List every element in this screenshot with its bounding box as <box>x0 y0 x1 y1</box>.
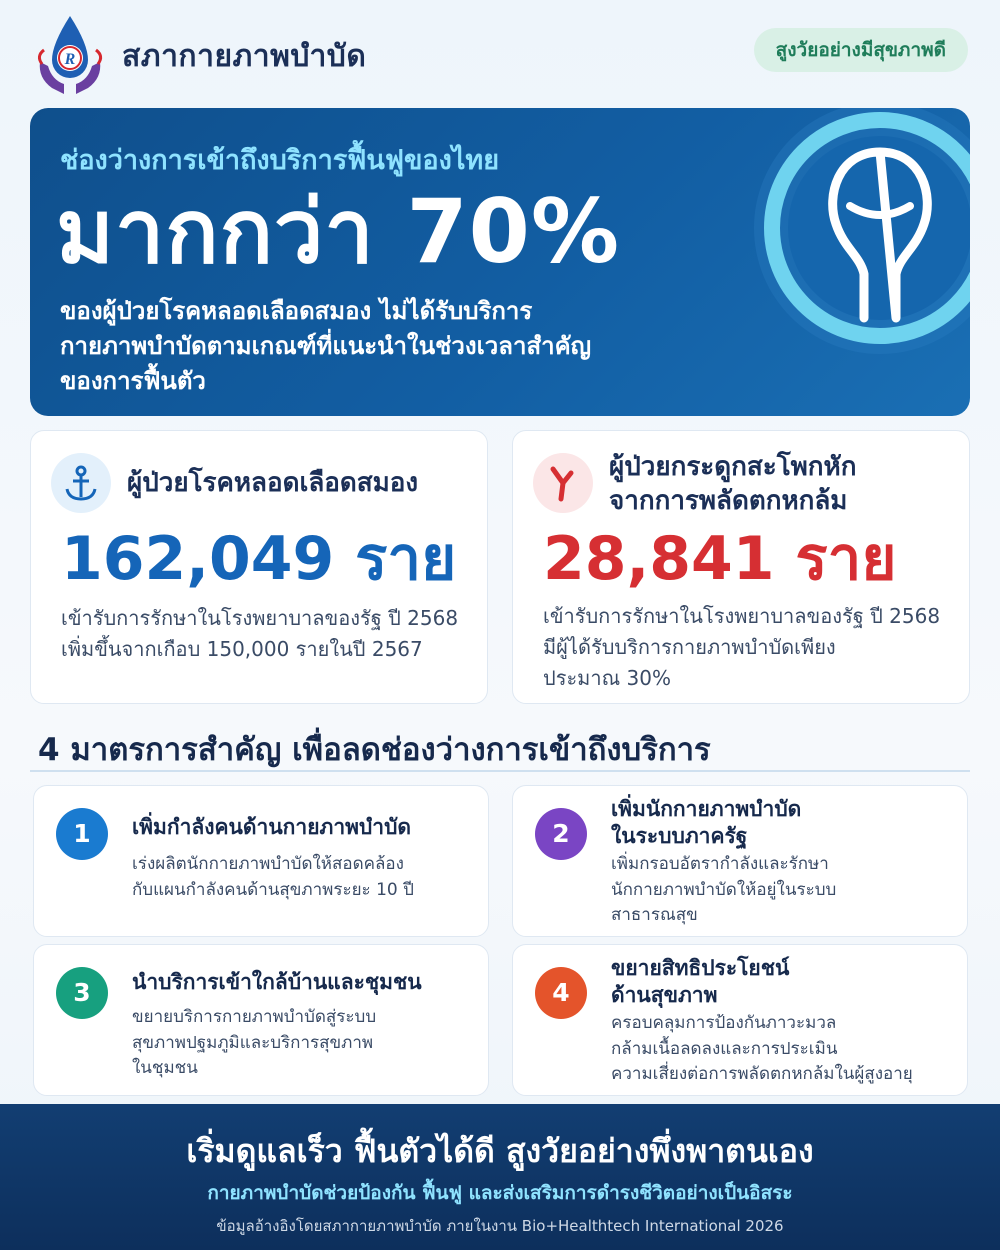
measure-title-line: ด้านสุขภาพ <box>611 983 718 1008</box>
council-logo <box>30 10 110 96</box>
hero-kicker: ช่องว่างการเข้าถึงบริการฟื้นฟูของไทย <box>60 145 500 176</box>
footer-headline: เริ่มดูแลเร็ว ฟื้นตัวได้ดี สูงวัยอย่างพึ่งพาตนเอง <box>186 1132 814 1170</box>
measure-number-badge: 1 <box>56 808 108 860</box>
stat-number: 162,049 ราย <box>61 524 457 594</box>
measure-title-line: เพิ่มนักกายภาพบำบัด <box>611 797 802 821</box>
measure-desc-line: กล้ามเนื้อลดลงและการประเมิน <box>611 1038 838 1059</box>
stat-title <box>609 451 856 519</box>
section-divider <box>30 770 970 772</box>
stat-title-line: จากการพลัดตกหกล้ม <box>609 485 848 516</box>
measure-description <box>132 1005 472 1082</box>
stroke-stat-card <box>30 430 488 704</box>
physio-emblem-icon <box>730 108 970 378</box>
measure-title: นำบริการเข้าใกล้บ้านและชุมชน <box>132 970 422 994</box>
measure-card-4 <box>512 944 968 1096</box>
stat-title-line: ผู้ป่วยกระดูกสะโพกหัก <box>609 452 857 482</box>
stat-desc-line: เข้ารับการรักษาในโรงพยาบาลของรัฐ ปี 2568 <box>543 604 941 628</box>
stat-desc-line: ประมาณ 30% <box>543 666 671 690</box>
measure-desc-line: ในชุมชน <box>132 1058 198 1078</box>
measure-desc-line: ครอบคลุมการป้องกันภาวะมวล <box>611 1013 837 1033</box>
footer-subheadline: กายภาพบำบัดช่วยป้องกัน ฟื้นฟู และส่งเสริมการดำรงชีวิตอย่างเป็นอิสระ <box>207 1182 793 1204</box>
measure-description <box>611 852 951 929</box>
measure-card-3 <box>33 944 489 1096</box>
measure-title: เพิ่มกำลังคนด้านกายภาพบำบัด <box>132 815 412 839</box>
measure-title <box>611 955 951 1010</box>
measure-number-badge: 2 <box>535 808 587 860</box>
org-name: สภากายภาพบำบัด <box>122 39 367 74</box>
hero-desc-line: กายภาพบำบัดตามเกณฑ์ที่แนะนำในช่วงเวลาสำคัญ <box>60 331 592 360</box>
campaign-tag: สูงวัยอย่างมีสุขภาพดี <box>754 28 968 72</box>
measure-title <box>611 796 951 851</box>
measure-title-line: ขยายสิทธิประโยชน์ <box>611 956 790 980</box>
stat-desc-line: มีผู้ได้รับบริการกายภาพบำบัดเพียง <box>543 635 836 659</box>
measure-number-badge: 4 <box>535 967 587 1019</box>
measure-desc-line: ความเสี่ยงต่อการพลัดตกหกล้มในผู้สูงอายุ <box>611 1064 913 1084</box>
hero-banner <box>30 108 970 416</box>
measure-desc-line: เร่งผลิตนักกายภาพบำบัดให้สอดคล้อง <box>132 854 404 874</box>
stat-number: 28,841 ราย <box>543 524 897 594</box>
bone-fracture-icon <box>533 453 593 513</box>
footer-banner <box>0 1104 1000 1250</box>
hero-desc-line: ของผู้ป่วยโรคหลอดเลือดสมอง ไม่ได้รับบริการ <box>60 297 533 325</box>
measure-desc-line: สาธารณสุข <box>611 905 698 925</box>
stat-description <box>543 601 953 694</box>
anchor-icon <box>51 453 111 513</box>
footer-source: ข้อมูลอ้างอิงโดยสภากายภาพบำบัด ภายในงาน Bio+Healthtech International 2026 <box>216 1217 784 1235</box>
measure-desc-line: กับแผนกำลังคนด้านสุขภาพระยะ 10 ปี <box>132 879 414 900</box>
hip-fracture-stat-card <box>512 430 970 704</box>
measure-desc-line: นักกายภาพบำบัดให้อยู่ในระบบ <box>611 879 837 900</box>
measure-description <box>611 1011 951 1088</box>
section-title: 4 มาตรการสำคัญ เพื่อลดช่องว่างการเข้าถึงบริการ <box>38 732 711 768</box>
measure-desc-line: ขยายบริการกายภาพบำบัดสู่ระบบ <box>132 1007 377 1027</box>
measure-title-line: ในระบบภาครัฐ <box>611 824 748 849</box>
measure-card-1 <box>33 785 489 937</box>
header <box>0 0 1000 108</box>
stat-description <box>61 603 471 665</box>
measure-number-badge: 3 <box>56 967 108 1019</box>
hero-description <box>60 294 720 398</box>
measure-card-2 <box>512 785 968 937</box>
measure-desc-line: เพิ่มกรอบอัตรากำลังและรักษา <box>611 854 829 874</box>
svg-text:R: R <box>64 51 76 68</box>
hero-headline: มากกว่า 70% <box>56 180 621 283</box>
measure-description <box>132 852 472 903</box>
hero-desc-line: ของการฟื้นตัว <box>60 366 206 395</box>
stat-desc-line: เพิ่มขึ้นจากเกือบ 150,000 รายในปี 2567 <box>61 637 423 661</box>
stat-title: ผู้ป่วยโรคหลอดเลือดสมอง <box>127 468 419 498</box>
measure-desc-line: สุขภาพปฐมภูมิและบริการสุขภาพ <box>132 1032 374 1053</box>
stat-desc-line: เข้ารับการรักษาในโรงพยาบาลของรัฐ ปี 2568 <box>61 606 459 630</box>
